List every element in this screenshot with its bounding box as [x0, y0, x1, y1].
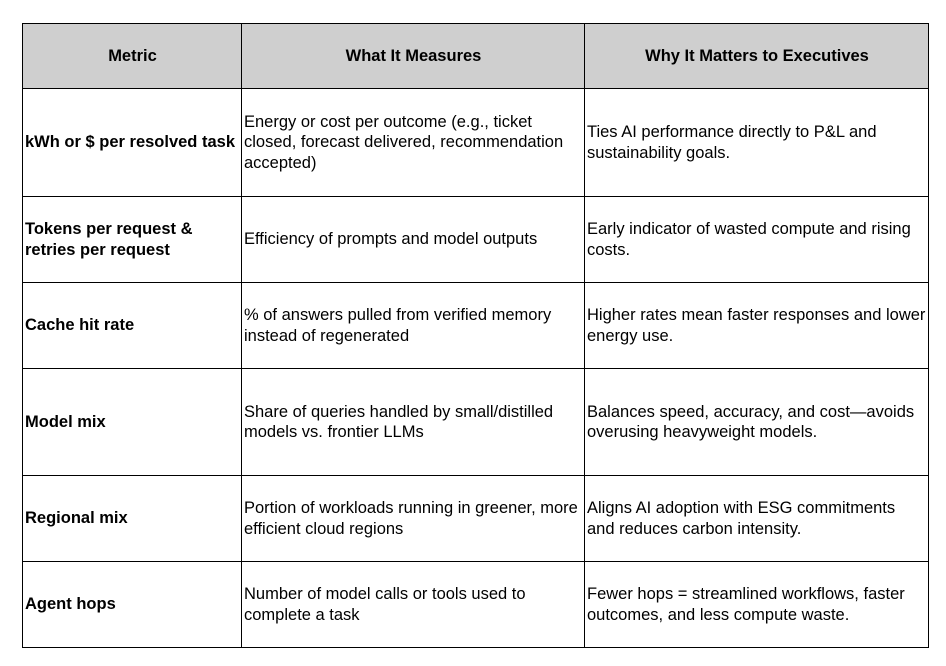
metric-cell: Regional mix	[23, 476, 242, 562]
table-header-row	[23, 24, 929, 89]
table-row	[23, 369, 929, 476]
why-cell: Higher rates mean faster responses and lower energy use.	[585, 283, 929, 369]
metric-cell: Tokens per request & retries per request	[23, 197, 242, 283]
measures-cell: % of answers pulled from verified memory instead of regenerated	[242, 283, 585, 369]
why-cell: Balances speed, accuracy, and cost—avoids overusing heavyweight models.	[585, 369, 929, 476]
measures-cell: Efficiency of prompts and model outputs	[242, 197, 585, 283]
header-metric: Metric	[23, 24, 242, 89]
table-row	[23, 197, 929, 283]
metric-cell: kWh or $ per resolved task	[23, 89, 242, 197]
table-row	[23, 89, 929, 197]
why-cell: Aligns AI adoption with ESG commitments and reduces carbon intensity.	[585, 476, 929, 562]
why-cell: Early indicator of wasted compute and rising costs.	[585, 197, 929, 283]
why-cell: Ties AI performance directly to P&L and sustainability goals.	[585, 89, 929, 197]
table-row	[23, 283, 929, 369]
why-cell: Fewer hops = streamlined workflows, faster outcomes, and less compute waste.	[585, 562, 929, 648]
header-why-it-matters: Why It Matters to Executives	[585, 24, 929, 89]
measures-cell: Share of queries handled by small/distilled models vs. frontier LLMs	[242, 369, 585, 476]
metrics-table	[22, 23, 929, 648]
measures-cell: Portion of workloads running in greener, more efficient cloud regions	[242, 476, 585, 562]
metric-cell: Agent hops	[23, 562, 242, 648]
measures-cell: Number of model calls or tools used to complete a task	[242, 562, 585, 648]
table-row	[23, 562, 929, 648]
metric-cell: Model mix	[23, 369, 242, 476]
metric-cell: Cache hit rate	[23, 283, 242, 369]
measures-cell: Energy or cost per outcome (e.g., ticket closed, forecast delivered, recommendation accepted)	[242, 89, 585, 197]
header-what-it-measures: What It Measures	[242, 24, 585, 89]
table-row	[23, 476, 929, 562]
